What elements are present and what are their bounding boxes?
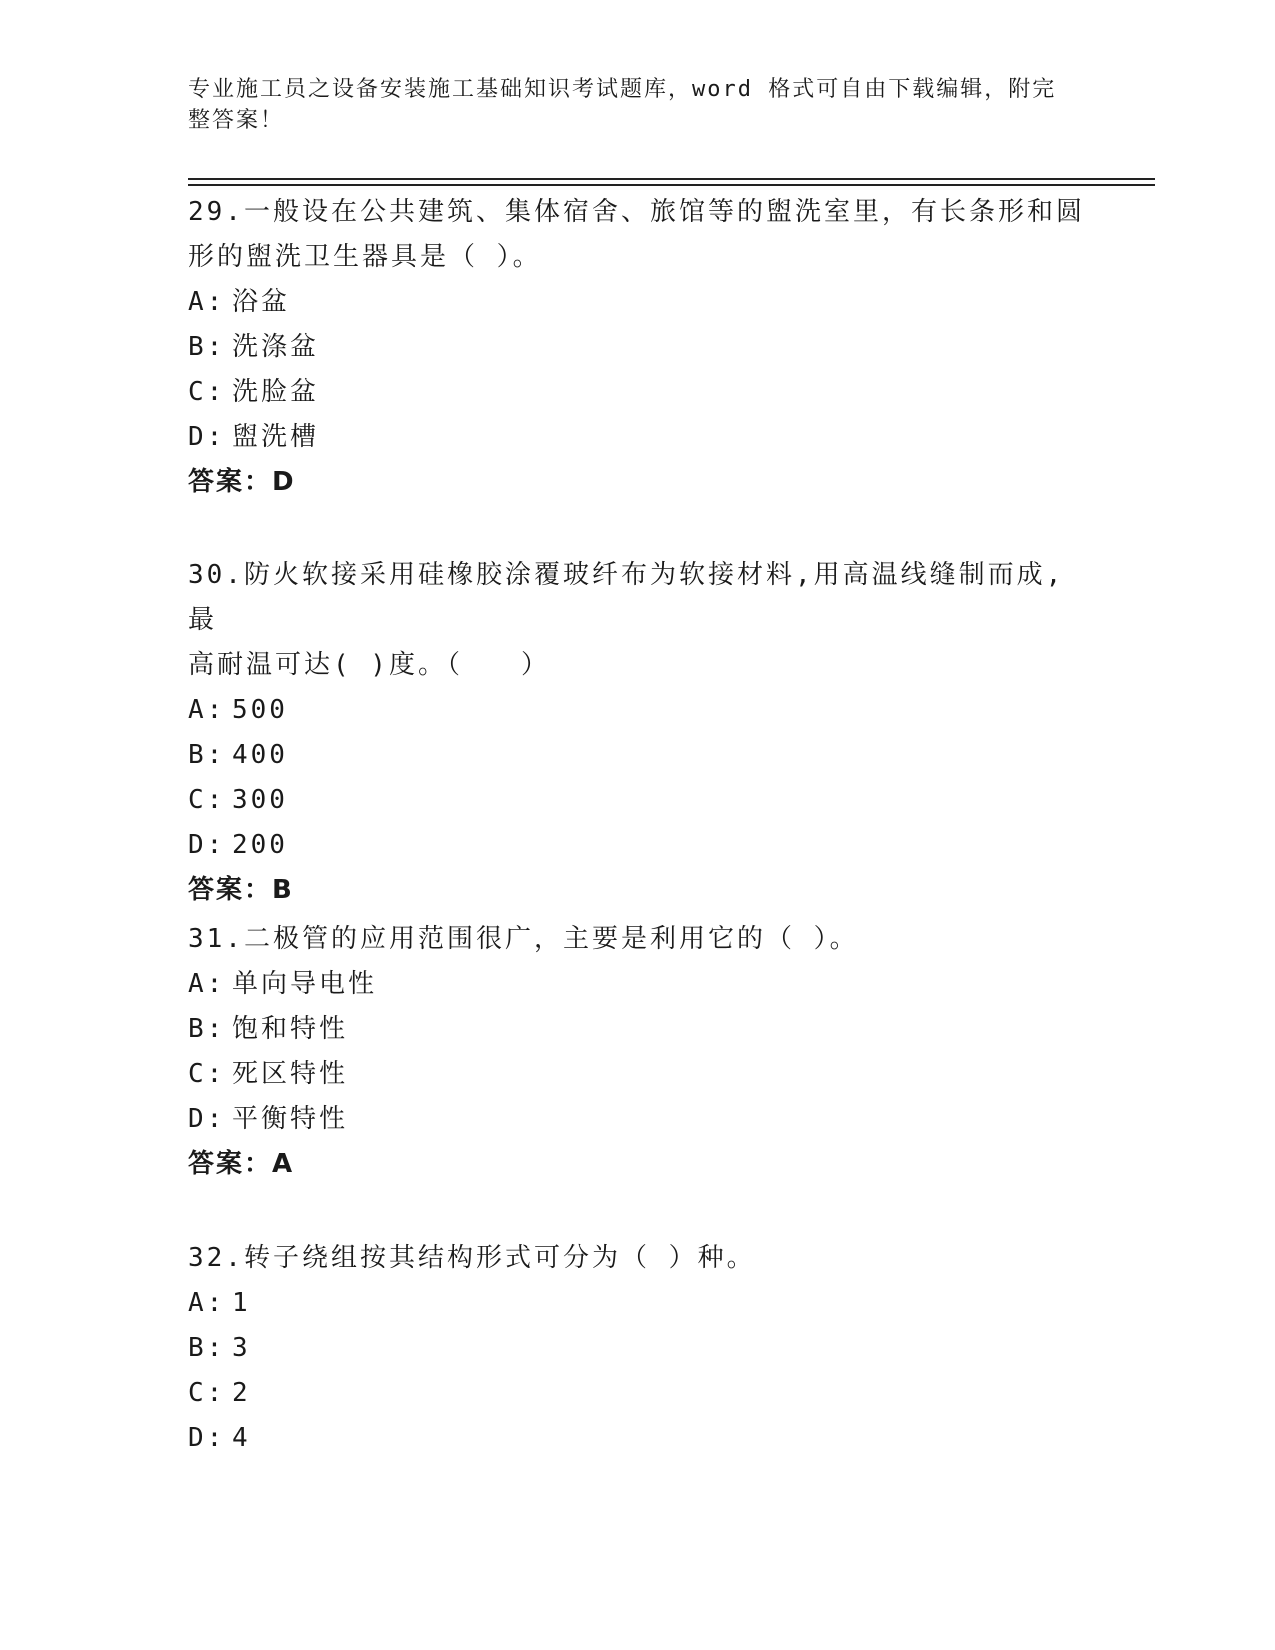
header-divider-bottom — [188, 184, 1155, 186]
question-stem — [188, 190, 1088, 280]
question-32 — [188, 1236, 1088, 1461]
option-a — [188, 280, 1088, 325]
option-text: 洗涤盆 — [232, 332, 320, 362]
option-b — [188, 1007, 1088, 1052]
header-line-2: 整答案！ — [188, 108, 285, 133]
option-text: 3 — [232, 1333, 251, 1363]
option-a — [188, 688, 1088, 733]
option-d — [188, 823, 1088, 868]
option-c — [188, 1371, 1088, 1416]
answer-line: 答案：D — [188, 467, 296, 497]
option-d — [188, 1097, 1088, 1142]
option-text: 200 — [232, 830, 288, 860]
question-stem-line: 31.二极管的应用范围很广，主要是利用它的（ ）。 — [188, 924, 859, 954]
question-stem-line: 高耐温可达( )度。（ ） — [188, 650, 550, 680]
option-text: 盥洗槽 — [232, 422, 320, 452]
question-30 — [188, 553, 1088, 913]
document-header — [188, 74, 1068, 136]
option-text: 400 — [232, 740, 288, 770]
option-text: 浴盆 — [232, 287, 291, 317]
question-stem-line: 32.转子绕组按其结构形式可分为（ ）种。 — [188, 1243, 756, 1273]
option-c — [188, 778, 1088, 823]
question-stem-line: 形的盥洗卫生器具是（ ）。 — [188, 242, 542, 272]
option-key: C: — [188, 785, 226, 815]
header-line-1: 专业施工员之设备安装施工基础知识考试题库，word 格式可自由下载编辑，附完 — [188, 77, 1057, 102]
option-text: 4 — [232, 1423, 251, 1453]
option-key: D: — [188, 422, 226, 452]
option-b — [188, 325, 1088, 370]
question-stem-line: 30.防火软接采用硅橡胶涂覆玻纤布为软接材料,用高温线缝制而成,最 — [188, 560, 1065, 635]
option-text: 洗脸盆 — [232, 377, 320, 407]
option-text: 300 — [232, 785, 288, 815]
option-text: 单向导电性 — [232, 969, 378, 999]
question-stem-line: 29.一般设在公共建筑、集体宿舍、旅馆等的盥洗室里，有长条形和圆 — [188, 197, 1085, 227]
header-divider-top — [188, 178, 1155, 180]
option-key: A: — [188, 1288, 226, 1318]
option-key: A: — [188, 695, 226, 725]
option-key: C: — [188, 1059, 226, 1089]
option-key: A: — [188, 287, 226, 317]
option-key: B: — [188, 740, 226, 770]
option-key: A: — [188, 969, 226, 999]
option-key: D: — [188, 1104, 226, 1134]
answer-line: 答案：A — [188, 1149, 295, 1179]
question-29 — [188, 190, 1088, 505]
option-text: 饱和特性 — [232, 1014, 349, 1044]
option-key: C: — [188, 377, 226, 407]
option-d — [188, 1416, 1088, 1461]
option-key: C: — [188, 1378, 226, 1408]
question-stem — [188, 1236, 1088, 1281]
option-key: B: — [188, 1014, 226, 1044]
question-stem — [188, 917, 1088, 962]
option-key: D: — [188, 830, 226, 860]
option-text: 平衡特性 — [232, 1104, 349, 1134]
question-stem — [188, 553, 1088, 688]
option-d — [188, 415, 1088, 460]
option-text: 死区特性 — [232, 1059, 349, 1089]
option-key: D: — [188, 1423, 226, 1453]
option-text: 2 — [232, 1378, 251, 1408]
option-text: 500 — [232, 695, 288, 725]
option-b — [188, 1326, 1088, 1371]
answer-line: 答案：B — [188, 875, 294, 905]
option-text: 1 — [232, 1288, 251, 1318]
option-c — [188, 1052, 1088, 1097]
option-c — [188, 370, 1088, 415]
option-a — [188, 1281, 1088, 1326]
option-key: B: — [188, 1333, 226, 1363]
question-31 — [188, 917, 1088, 1187]
option-b — [188, 733, 1088, 778]
option-key: B: — [188, 332, 226, 362]
option-a — [188, 962, 1088, 1007]
